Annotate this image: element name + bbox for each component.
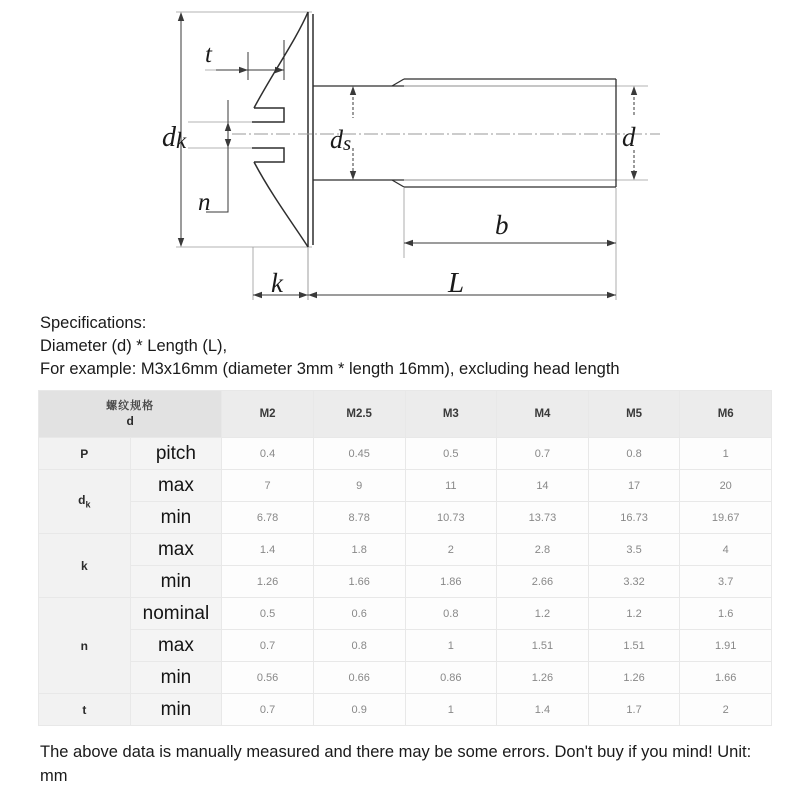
cell-value: 1.66 xyxy=(313,566,405,598)
screw-technical-drawing xyxy=(0,0,800,312)
row-limit-max: max xyxy=(130,630,222,662)
cell-value: 6.78 xyxy=(222,502,314,534)
row-symbol-dk: $d_k$ xyxy=(39,470,131,534)
cell-value: 0.7 xyxy=(222,630,314,662)
cell-value: 17 xyxy=(588,470,680,502)
cell-value: 1 xyxy=(680,438,772,470)
row-symbol-n: n xyxy=(39,598,131,694)
cell-value: 14 xyxy=(497,470,589,502)
cell-value: 0.9 xyxy=(313,694,405,726)
cell-value: 3.7 xyxy=(680,566,772,598)
dim-label-k: k xyxy=(271,268,283,298)
dim-label-dk: dk xyxy=(162,122,187,153)
table-body xyxy=(39,438,772,726)
row-limit-min: min xyxy=(130,694,222,726)
cell-value: 1.2 xyxy=(588,598,680,630)
specifications-block xyxy=(0,312,800,381)
cell-value: 3.32 xyxy=(588,566,680,598)
row-limit-min: min xyxy=(130,662,222,694)
header-size-m4: M4 xyxy=(497,391,589,438)
cell-value: 4 xyxy=(680,534,772,566)
dim-label-t: t xyxy=(205,41,212,68)
cell-value: 2.66 xyxy=(497,566,589,598)
row-limit-pitch: pitch xyxy=(130,438,222,470)
cell-value: 0.56 xyxy=(222,662,314,694)
cell-value: 1.51 xyxy=(497,630,589,662)
table-row xyxy=(39,534,772,566)
table-row xyxy=(39,630,772,662)
table-row xyxy=(39,502,772,534)
cell-value: 1.2 xyxy=(497,598,589,630)
cell-value: 0.66 xyxy=(313,662,405,694)
table-row xyxy=(39,566,772,598)
header-size-m3: M3 xyxy=(405,391,497,438)
cell-value: 2 xyxy=(405,534,497,566)
cell-value: 10.73 xyxy=(405,502,497,534)
header-thread-spec-cn: 螺纹规格 xyxy=(106,400,155,412)
row-limit-max: max xyxy=(130,534,222,566)
dim-label-b: b xyxy=(495,210,509,240)
row-symbol-p: P xyxy=(39,438,131,470)
specification-table xyxy=(38,390,772,726)
table-row xyxy=(39,662,772,694)
cell-value: 9 xyxy=(313,470,405,502)
header-thread-spec xyxy=(39,391,222,438)
dim-label-ds: ds xyxy=(330,125,352,155)
spec-line-formula: Diameter (d) * Length (L), xyxy=(40,337,228,355)
cell-value: 1.26 xyxy=(222,566,314,598)
cell-value: 1 xyxy=(405,694,497,726)
cell-value: 0.7 xyxy=(222,694,314,726)
header-size-m25: M2.5 xyxy=(313,391,405,438)
cell-value: 1.26 xyxy=(588,662,680,694)
cell-value: 20 xyxy=(680,470,772,502)
cell-value: 19.67 xyxy=(680,502,772,534)
cell-value: 1.26 xyxy=(497,662,589,694)
table-header xyxy=(39,391,772,438)
row-symbol-t: t xyxy=(39,694,131,726)
cell-value: 1.86 xyxy=(405,566,497,598)
cell-value: 0.45 xyxy=(313,438,405,470)
cell-value: 16.73 xyxy=(588,502,680,534)
cell-value: 0.4 xyxy=(222,438,314,470)
table-row xyxy=(39,470,772,502)
spec-line-title: Specifications: xyxy=(40,314,147,332)
row-limit-max: max xyxy=(130,470,222,502)
cell-value: 1.7 xyxy=(588,694,680,726)
cell-value: 1.4 xyxy=(222,534,314,566)
cell-value: 1.6 xyxy=(680,598,772,630)
cell-value: 1 xyxy=(405,630,497,662)
cell-value: 0.5 xyxy=(405,438,497,470)
header-size-m5: M5 xyxy=(588,391,680,438)
header-size-m6: M6 xyxy=(680,391,772,438)
cell-value: 11 xyxy=(405,470,497,502)
row-limit-min: min xyxy=(130,566,222,598)
cell-value: 8.78 xyxy=(313,502,405,534)
header-thread-spec-d: d xyxy=(126,414,134,428)
row-symbol-k: k xyxy=(39,534,131,598)
table-row xyxy=(39,694,772,726)
dim-label-L: L xyxy=(448,267,465,299)
cell-value: 1.4 xyxy=(497,694,589,726)
row-limit-min: min xyxy=(130,502,222,534)
cell-value: 0.8 xyxy=(588,438,680,470)
cell-value: 0.5 xyxy=(222,598,314,630)
cell-value: 0.7 xyxy=(497,438,589,470)
cell-value: 2 xyxy=(680,694,772,726)
cell-value: 0.8 xyxy=(313,630,405,662)
spec-line-example: For example: M3x16mm (diameter 3mm * length 16mm), excluding head length xyxy=(40,360,620,378)
cell-value: 7 xyxy=(222,470,314,502)
row-limit-nominal: nominal xyxy=(130,598,222,630)
table-header-row xyxy=(39,391,772,438)
drawing-svg xyxy=(0,0,800,312)
header-size-m2: M2 xyxy=(222,391,314,438)
cell-value: 13.73 xyxy=(497,502,589,534)
cell-value: 0.6 xyxy=(313,598,405,630)
cell-value: 2.8 xyxy=(497,534,589,566)
cell-value: 1.91 xyxy=(680,630,772,662)
dim-label-d: d xyxy=(622,122,636,152)
cell-value: 3.5 xyxy=(588,534,680,566)
table-row xyxy=(39,598,772,630)
cell-value: 1.8 xyxy=(313,534,405,566)
dim-label-n: n xyxy=(198,189,211,216)
cell-value: 1.66 xyxy=(680,662,772,694)
cell-value: 1.51 xyxy=(588,630,680,662)
specification-table-wrapper xyxy=(38,390,772,726)
table-row xyxy=(39,438,772,470)
cell-value: 0.8 xyxy=(405,598,497,630)
disclaimer-note: The above data is manually measured and there may be some errors. Don't buy if you mind! Unit: mm xyxy=(40,743,752,785)
cell-value: 0.86 xyxy=(405,662,497,694)
